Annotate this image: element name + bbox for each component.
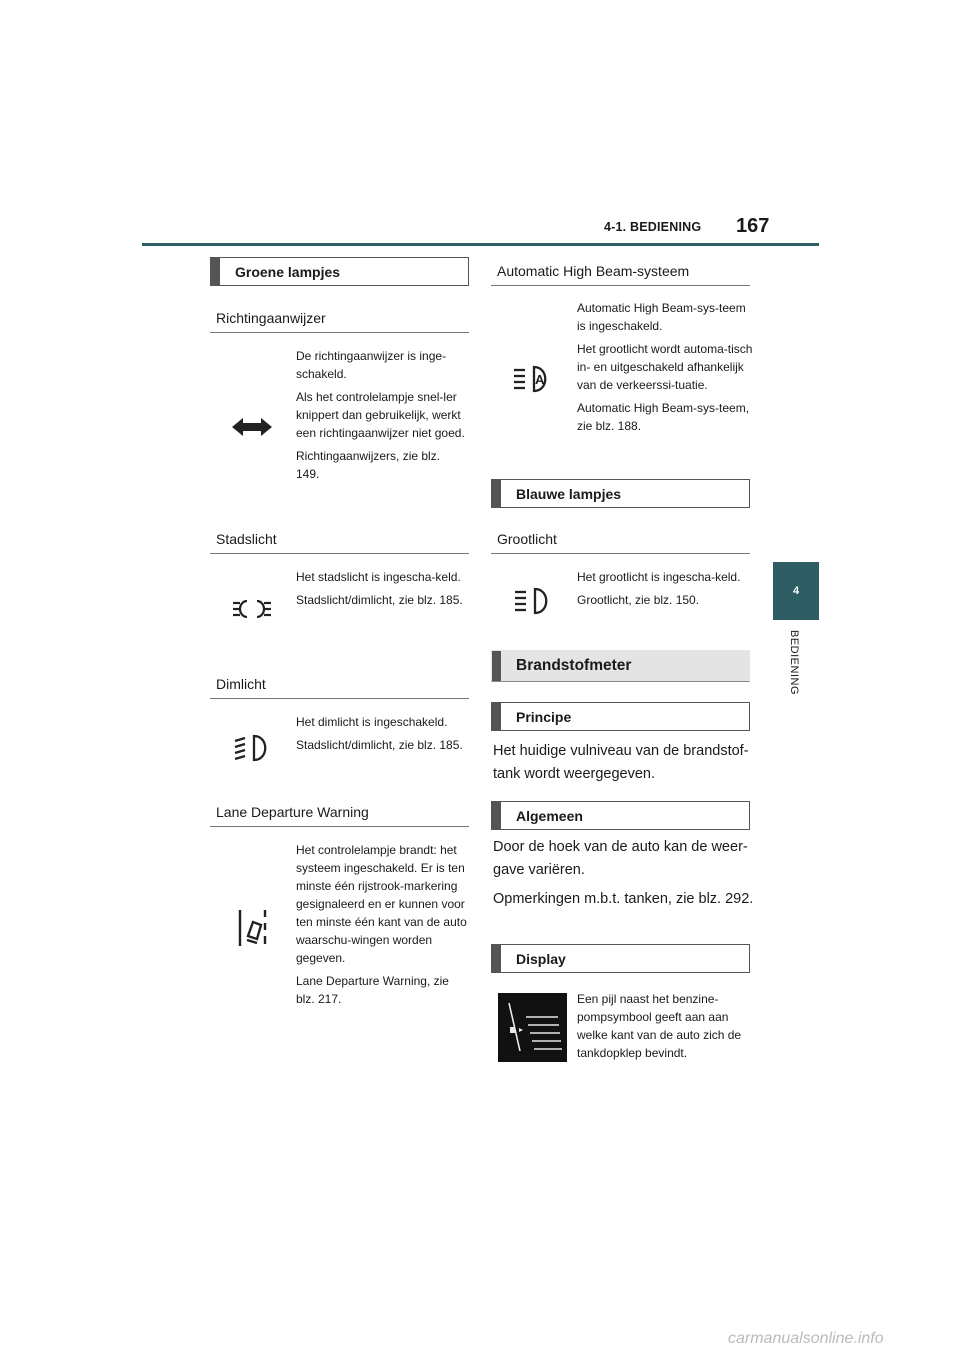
chapter-tab-number: 4 [792, 585, 800, 597]
heading-principe-label: Principe [516, 708, 572, 725]
lane-departure-icon [236, 908, 270, 948]
paragraph: Het huidige vulniveau van de brandstof-tank wordt weergegeven. [493, 743, 749, 782]
high-beam-icon [513, 586, 551, 616]
heading-display-label: Display [516, 950, 566, 967]
paragraph: Stadslicht/dimlicht, zie blz. 185. [296, 738, 463, 752]
low-beam-icon [233, 733, 269, 763]
watermark: carmanualsonline.info [728, 1330, 884, 1347]
lane-departure-desc [296, 841, 468, 1013]
subhead-parking-light: Stadslicht [210, 524, 469, 554]
paragraph: Het controlelampje brandt: het systeem ingeschakeld. Er is ten minste één rijstrook-markering gesignaleerd en er kunnen voor ten minste één kant van de auto waarschu-wingen worden gegeven. [296, 843, 467, 965]
paragraph: Lane Departure Warning, zie blz. 217. [296, 974, 449, 1006]
paragraph: Het stadslicht is ingescha-keld. [296, 570, 461, 584]
subhead-low-beam: Dimlicht [210, 669, 469, 699]
page-number: 167 [736, 215, 770, 237]
low-beam-desc [296, 713, 466, 759]
paragraph: Richtingaanwijzers, zie blz. 149. [296, 449, 441, 481]
paragraph: Het grootlicht is ingescha-keld. [577, 570, 741, 584]
fuel-gauge-display-icon [498, 993, 567, 1062]
heading-principe [491, 702, 750, 731]
subhead-turn-signal: Richtingaanwijzer [210, 303, 469, 333]
paragraph: Automatic High Beam-sys-teem, zie blz. 188. [577, 401, 750, 433]
paragraph: Automatic High Beam-sys-teem is ingeschakeld. [577, 301, 746, 333]
heading-fuel-gauge-label: Brandstofmeter [516, 657, 632, 674]
paragraph: Grootlicht, zie blz. 150. [577, 593, 700, 607]
heading-fuel-gauge [491, 650, 750, 682]
paragraph: Door de hoek van de auto kan de weer-gave variëren. [493, 839, 748, 878]
heading-algemeen [491, 801, 750, 830]
chapter-tab-label: BEDIENING [788, 630, 800, 696]
paragraph: Een pijl naast het benzine-pompsymbool geeft aan aan welke kant van de auto zich de tankdopklep bevindt. [577, 992, 742, 1060]
paragraph: Het grootlicht wordt automa-tisch in- en uitgeschakeld afhankelijk van de verkeerssi-tuatie. [577, 342, 753, 392]
subhead-auto-high-beam: Automatic High Beam-systeem [491, 256, 750, 286]
heading-algemeen-label: Algemeen [516, 807, 583, 824]
paragraph: Het dimlicht is ingeschakeld. [296, 715, 448, 729]
high-beam-desc [577, 568, 753, 614]
principe-text [493, 740, 755, 792]
subhead-lane-departure: Lane Departure Warning [210, 797, 469, 827]
parking-light-desc [296, 568, 466, 614]
turn-signal-desc [296, 347, 466, 488]
header-rule [142, 243, 819, 246]
chapter-tab [773, 562, 819, 620]
heading-green-lamps [210, 257, 469, 286]
parking-light-icon [232, 598, 272, 620]
algemeen-text [493, 836, 755, 917]
heading-blue-lamps [491, 479, 750, 508]
svg-text:A: A [535, 372, 545, 387]
paragraph: Opmerkingen m.b.t. tanken, zie blz. 292. [493, 891, 754, 907]
subhead-high-beam: Grootlicht [491, 524, 750, 554]
auto-high-beam-desc [577, 299, 753, 440]
paragraph: Stadslicht/dimlicht, zie blz. 185. [296, 593, 463, 607]
section-title: 4-1. BEDIENING [604, 220, 702, 234]
display-desc [577, 990, 749, 1067]
paragraph: De richtingaanwijzer is inge-schakeld. [296, 349, 447, 381]
heading-blue-lamps-label: Blauwe lampjes [516, 485, 622, 502]
turn-signal-icon [232, 416, 272, 438]
heading-display [491, 944, 750, 973]
heading-green-lamps-label: Groene lampjes [235, 263, 341, 280]
auto-high-beam-icon [512, 364, 550, 394]
paragraph: Als het controlelampje snel-ler knippert dan gebruikelijk, werkt een richtingaanwijzer niet goed. [296, 390, 465, 440]
